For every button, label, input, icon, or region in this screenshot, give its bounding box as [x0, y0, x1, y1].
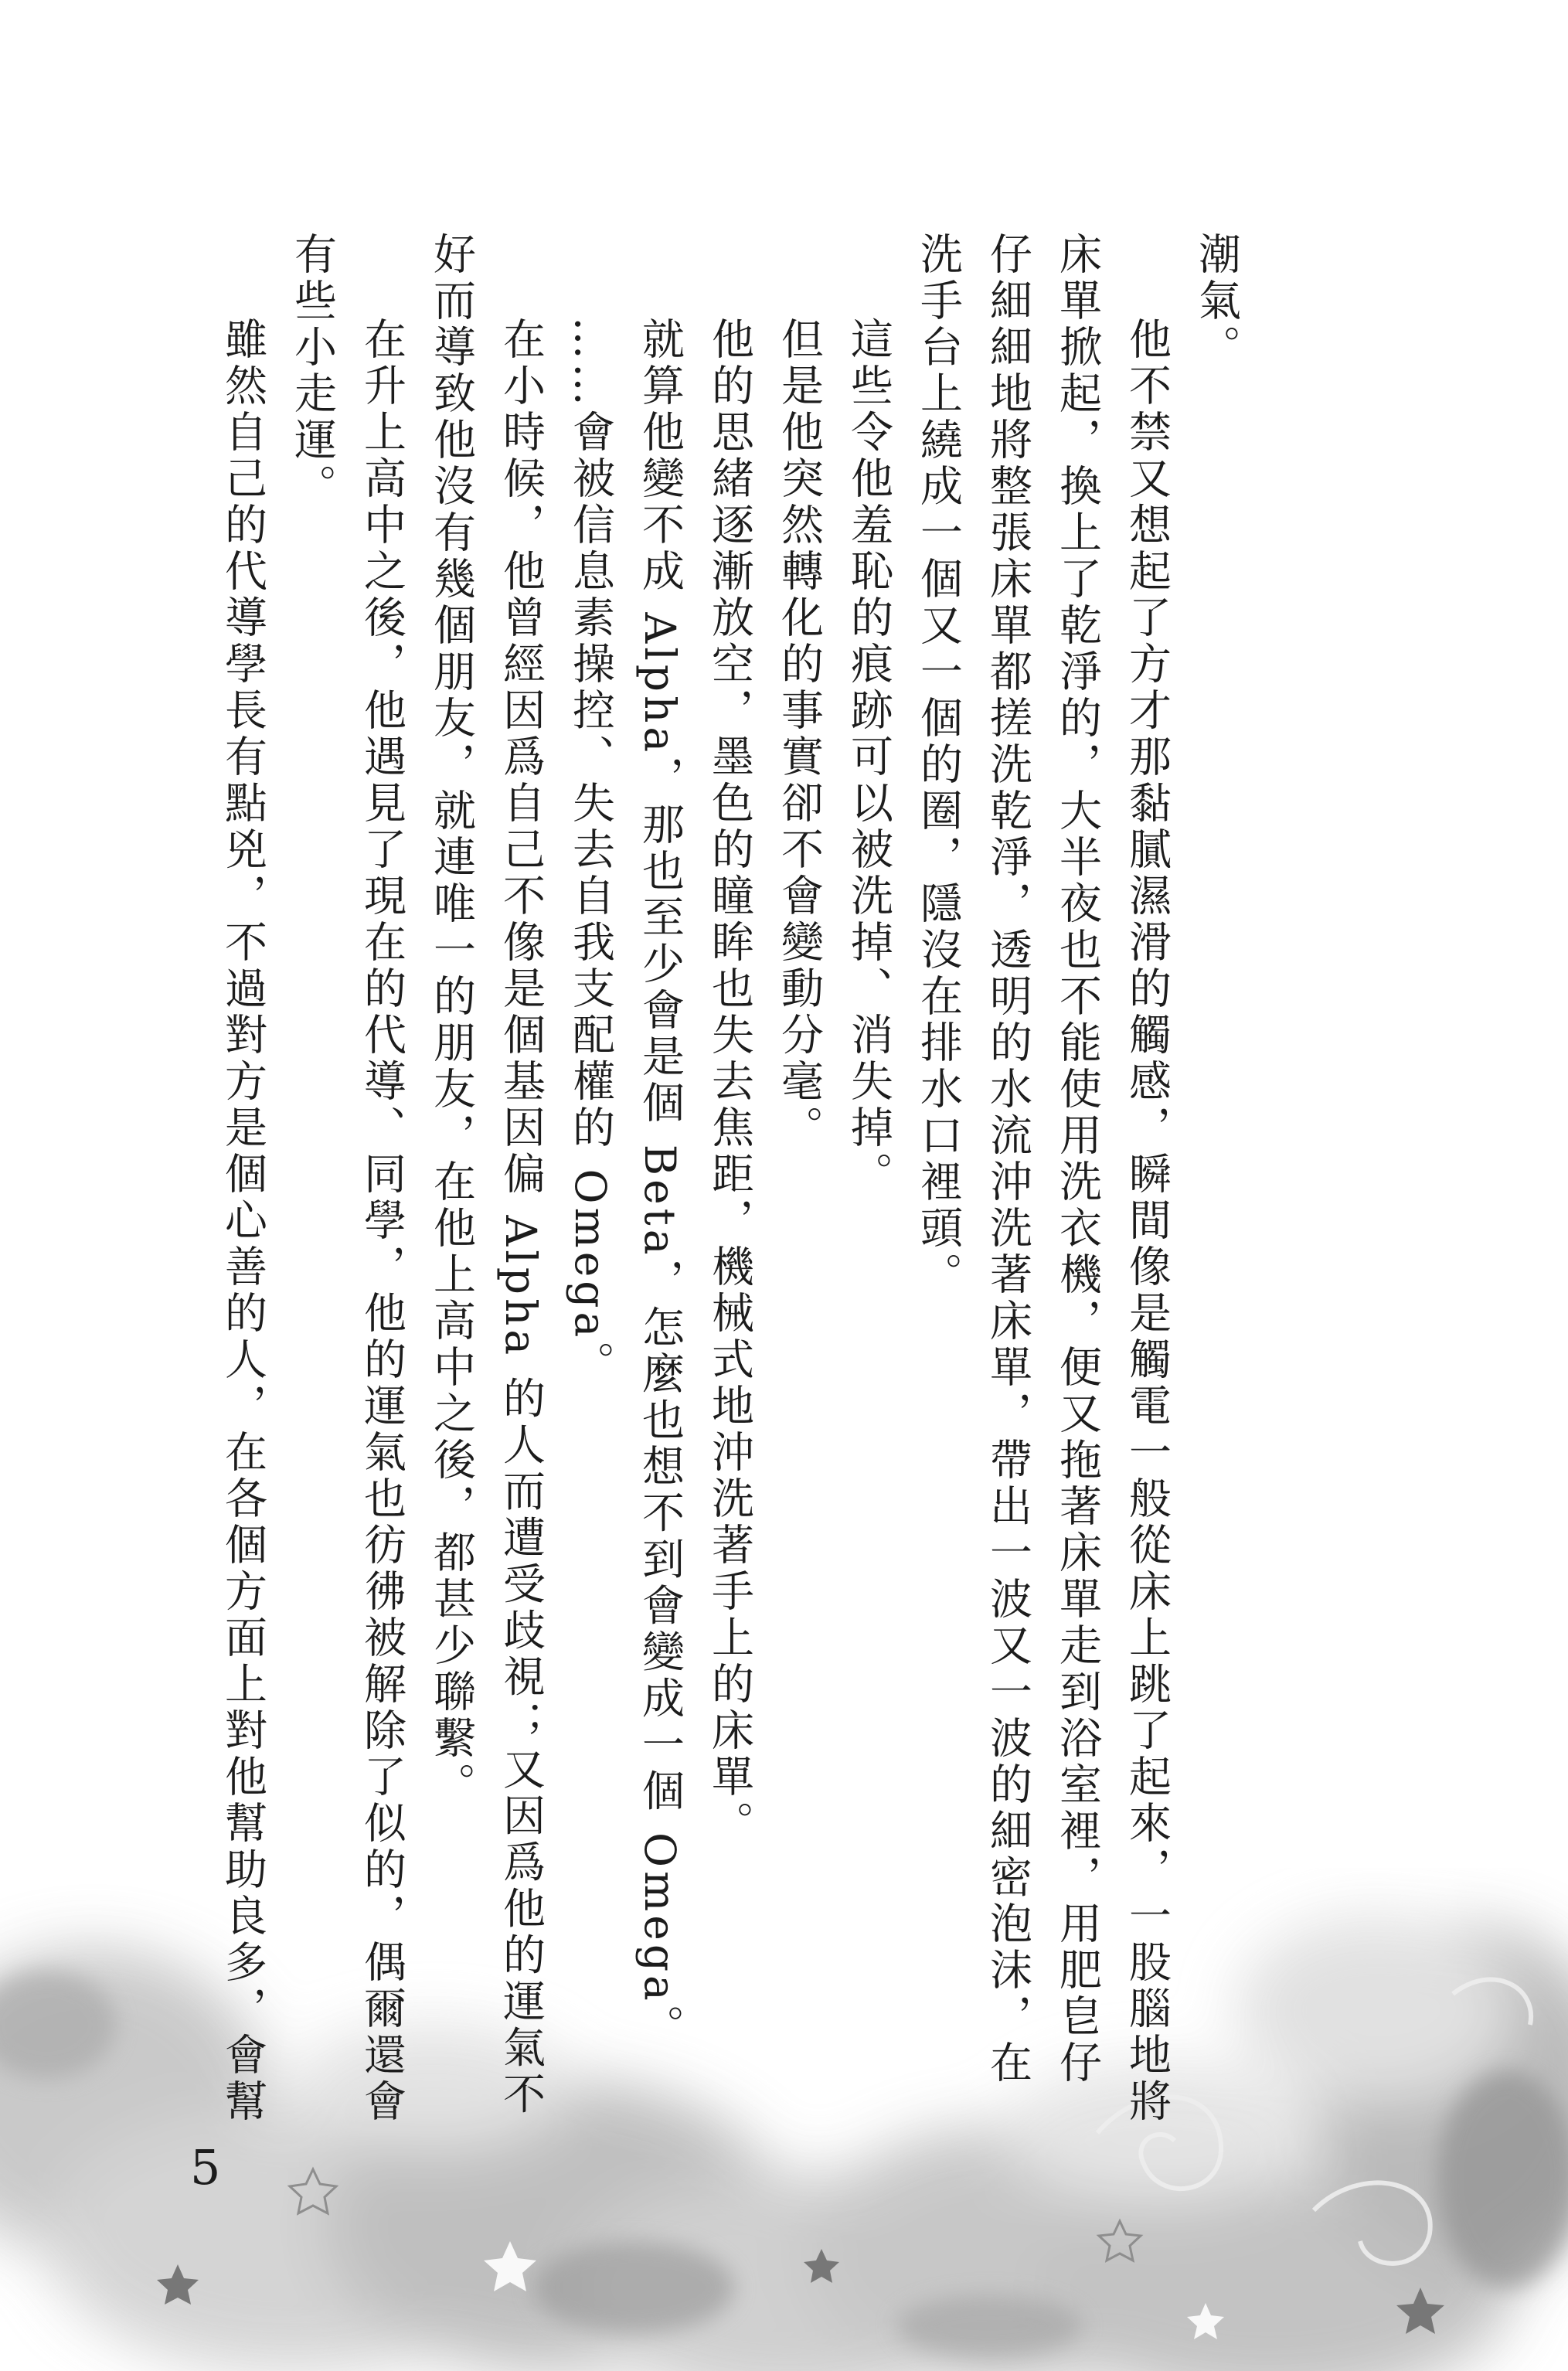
paragraph-6: 就算他變不成 Alpha，那也至少會是個 Beta，怎麼也想不到會變成一個 Omega。 [635, 317, 685, 2051]
paragraph-10: 雖然自己的代導學長有點兇，不過對方是個心善的人，在各個方面上對他幫助良多，會幫 [218, 317, 267, 2125]
paragraph-8: 在小時候，他曾經因爲自己不像是個基因偏 Alpha 的人而遭受歧視；又因爲他的運氣不好而導致他沒有幾個朋友，就連唯一的朋友，在他上高中之後，都甚少聯繫。 [427, 232, 546, 2118]
page-number: 5 [190, 2139, 221, 2196]
paragraph-4: 但是他突然轉化的事實卻不會變動分毫。 [774, 317, 824, 1151]
paragraph-7: ……會被信息素操控、失去自我支配權的 Omega。 [566, 317, 615, 1388]
paragraph-1: 潮氣。 [1192, 232, 1241, 371]
paragraph-2: 他不禁又想起了方才那黏膩濕滑的觸感，瞬間像是觸電一般從床上跳了起來，一股腦地將床單掀起，換上了乾淨的，大半夜也不能使用洗衣機，便又拖著床單走到浴室裡，用肥皀仔仔細細地將整張床單都搓洗乾淨，透明的水流沖洗著床單，帶出一波又一波的細密泡沫，在洗手台上繞成一個又一個的圈，隱沒在排水口裡頭。 [913, 232, 1172, 2125]
vertical-text-body [0, 232, 1251, 2125]
paragraph-3: 這些令他羞恥的痕跡可以被洗掉、消失掉。 [844, 317, 893, 1198]
paragraph-9: 在升上高中之後，他遇見了現在的代導、同學，他的運氣也彷彿被解除了似的，偶爾還會有些小走運。 [287, 232, 406, 2125]
paragraph-5: 他的思緒逐漸放空，墨色的瞳眸也失去焦距，機械式地沖洗著手上的床單。 [705, 317, 754, 1847]
